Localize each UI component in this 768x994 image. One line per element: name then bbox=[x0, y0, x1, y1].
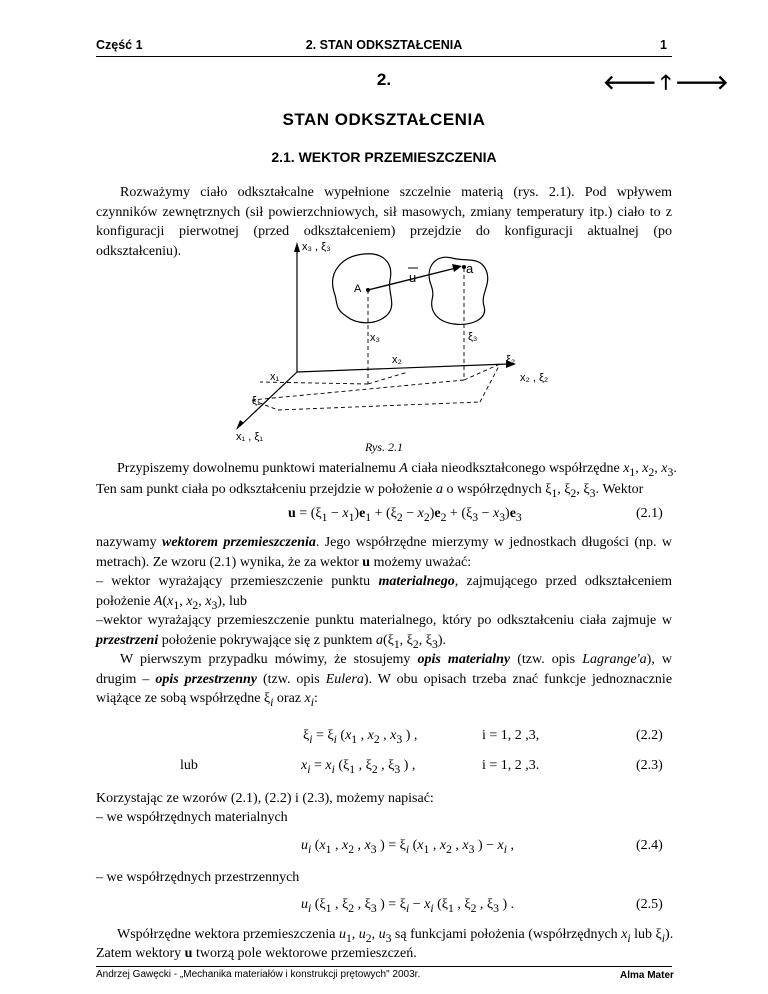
label-a: a bbox=[466, 261, 474, 276]
paragraph-descriptions: W pierwszym przypadku mówimy, że stosujemy opis materialny (tzw. opis Lagrange'a), w drugim – opis przestrzenny (tzw. opis Eulera). W obu opisach trzeba znać funkcje jednoznacznie wiążące ze sobą współrzędne $\xi_i$ oraz $x_i$: bbox=[96, 652, 673, 709]
footer-rule bbox=[96, 966, 672, 967]
point-A-dot bbox=[366, 288, 370, 292]
paragraph-spatial-coords: – we współrzędnych przestrzennych bbox=[96, 870, 300, 885]
equation-number-2-5: (2.5) bbox=[636, 897, 663, 912]
label-x3: x₃ bbox=[370, 332, 380, 344]
header-chapter: 2. STAN ODKSZTAŁCENIA bbox=[305, 38, 463, 52]
paragraph-material-coords: – we współrzędnych materialnych bbox=[96, 810, 288, 825]
equation-2-2-index: i = 1, 2 ,3, bbox=[482, 728, 540, 743]
paragraph-coords-line1: Przypiszemy dowolnemu punktowi materialnemu A ciała nieodkształconego współrzędne $x_1$, $x_2$, $x_3$. bbox=[117, 461, 677, 479]
chapter-title: STAN ODKSZTAŁCENIA bbox=[282, 110, 486, 129]
equation-2-5: $u_i$ ($\xi_1$ , $\xi_2$ , $\xi_3$ ) = $\xi_i - x_i$ ($\xi_1$ , $\xi_2$ , $\xi_3$ ) . bbox=[301, 897, 515, 915]
figure-deformation bbox=[230, 232, 560, 442]
paragraph-definition: nazywamy wektorem przemieszczenia. Jego współrzędne mierzymy w jednostkach długości (np. w metrach). Ze wzoru (2.1) wynika, że za wektor u możemy uważać: bbox=[96, 535, 672, 570]
header-page-number: 1 bbox=[660, 38, 667, 52]
label-axis-vertical: x₃ , ξ₃ bbox=[302, 241, 331, 253]
arrow-up-icon[interactable]: 🡑 bbox=[660, 72, 676, 94]
arrow-right-icon[interactable]: 🡒 bbox=[675, 72, 733, 94]
axis-right-line bbox=[297, 364, 508, 372]
paragraph-using-formulas: Korzystając ze wzorów (2.1), (2.2) i (2.3), możemy napisać: bbox=[96, 791, 434, 806]
label-xi3: ξ₃ bbox=[468, 331, 478, 343]
header-rule bbox=[96, 56, 672, 57]
label-x1: x₁ bbox=[270, 371, 280, 383]
chapter-number: 2. bbox=[376, 70, 392, 89]
equation-2-4: $u_i$ ($x_1$ , $x_2$ , $x_3$ ) = $\xi_i$ ($x_1$ , $x_2$ , $x_3$ ) − $x_i$ , bbox=[301, 838, 514, 856]
axis-front-line bbox=[240, 372, 297, 426]
equation-number-2-3: (2.3) bbox=[636, 758, 663, 773]
label-axis-front: x₁ , ξ₁ bbox=[236, 431, 264, 442]
arrow-left-icon[interactable]: 🡐 bbox=[603, 72, 661, 94]
equation-2-2: $\xi_i = \xi_i$ ($x_1$ , $x_2$ , $x_3$ ) , bbox=[303, 728, 418, 746]
word-lub: lub bbox=[180, 758, 198, 773]
footer-citation: Andrzej Gawęcki - „Mechanika materiałów i konstrukcji prętowych" 2003r. bbox=[96, 969, 421, 980]
label-x2: x₂ bbox=[392, 354, 402, 366]
figure-caption: Rys. 2.1 bbox=[364, 440, 404, 454]
label-xi2: ξ₂ bbox=[506, 354, 516, 366]
axis-front-arrow bbox=[236, 420, 244, 430]
axis-vertical-arrow bbox=[294, 242, 300, 252]
paragraph-coords-line2: Ten sam punkt ciała po odkształceniu przejdzie w położenie a o współrzędnych $\xi_1$, $\xi_2$, $\xi_3$. Wektor bbox=[96, 482, 644, 500]
label-xi1: ξ₁ bbox=[252, 395, 261, 407]
equation-number-2-1: (2.1) bbox=[636, 506, 663, 521]
paragraph-vector-field-line1: Współrzędne wektora przemieszczenia $u_1$, $u_2$, $u_3$ są funkcjami położenia (współrzędnych $x_i$ lub $\xi_i$). bbox=[117, 927, 674, 945]
label-u: u bbox=[409, 270, 417, 285]
section-title: 2.1. WEKTOR PRZEMIESZCZENIA bbox=[271, 149, 497, 165]
paragraph-intro: Rozważymy ciało odkształcalne wypełnione szczelnie materią (rys. 2.1). Pod wpływem czynników zewnętrznych (sił powierzchniowych, sił masowych, zmiany temperatury itp.) ciało to z konfiguracji pierwotnej (przed odkształceniem) przejdzie do konfiguracji aktualnej (po odkształceniu). bbox=[96, 185, 672, 259]
equation-2-3: $x_i = x_i$ ($\xi_1$ , $\xi_2$ , $\xi_3$ ) , bbox=[301, 758, 416, 776]
body-initial bbox=[333, 254, 392, 323]
header-part: Część 1 bbox=[96, 38, 143, 52]
label-A: A bbox=[354, 283, 362, 295]
equation-2-1: $u = (\xi_1 - x_1)e_1 + (\xi_2 - x_2)e_2 + (\xi_3 - x_3)e_3$ bbox=[288, 506, 522, 524]
equation-number-2-4: (2.4) bbox=[636, 838, 663, 853]
label-axis-right: x₂ , ξ₂ bbox=[520, 372, 549, 384]
paragraph-material: – wektor wyrażający przemieszczenie punktu materialnego, zajmującego przed odkształceniem położenie $A(x_1$, $x_2$, $x_3$), lub bbox=[96, 574, 672, 612]
equation-2-3-index: i = 1, 2 ,3. bbox=[482, 758, 540, 773]
paragraph-vector-field-line2: Zatem wektory u tworzą pole wektorowe przemieszczeń. bbox=[96, 946, 417, 961]
navigation-arrows bbox=[603, 68, 733, 102]
equation-number-2-2: (2.2) bbox=[636, 728, 663, 743]
paragraph-spatial: –wektor wyrażający przemieszczenie punktu materialnego, który po odkształceniu ciała zajmuje w przestrzeni położenie pokrywające się z punktem $a(\xi_1$, $\xi_2$, $\xi_3$). bbox=[96, 613, 672, 651]
displacement-arrow bbox=[452, 264, 462, 272]
footer-publisher: Alma Mater bbox=[620, 970, 674, 981]
